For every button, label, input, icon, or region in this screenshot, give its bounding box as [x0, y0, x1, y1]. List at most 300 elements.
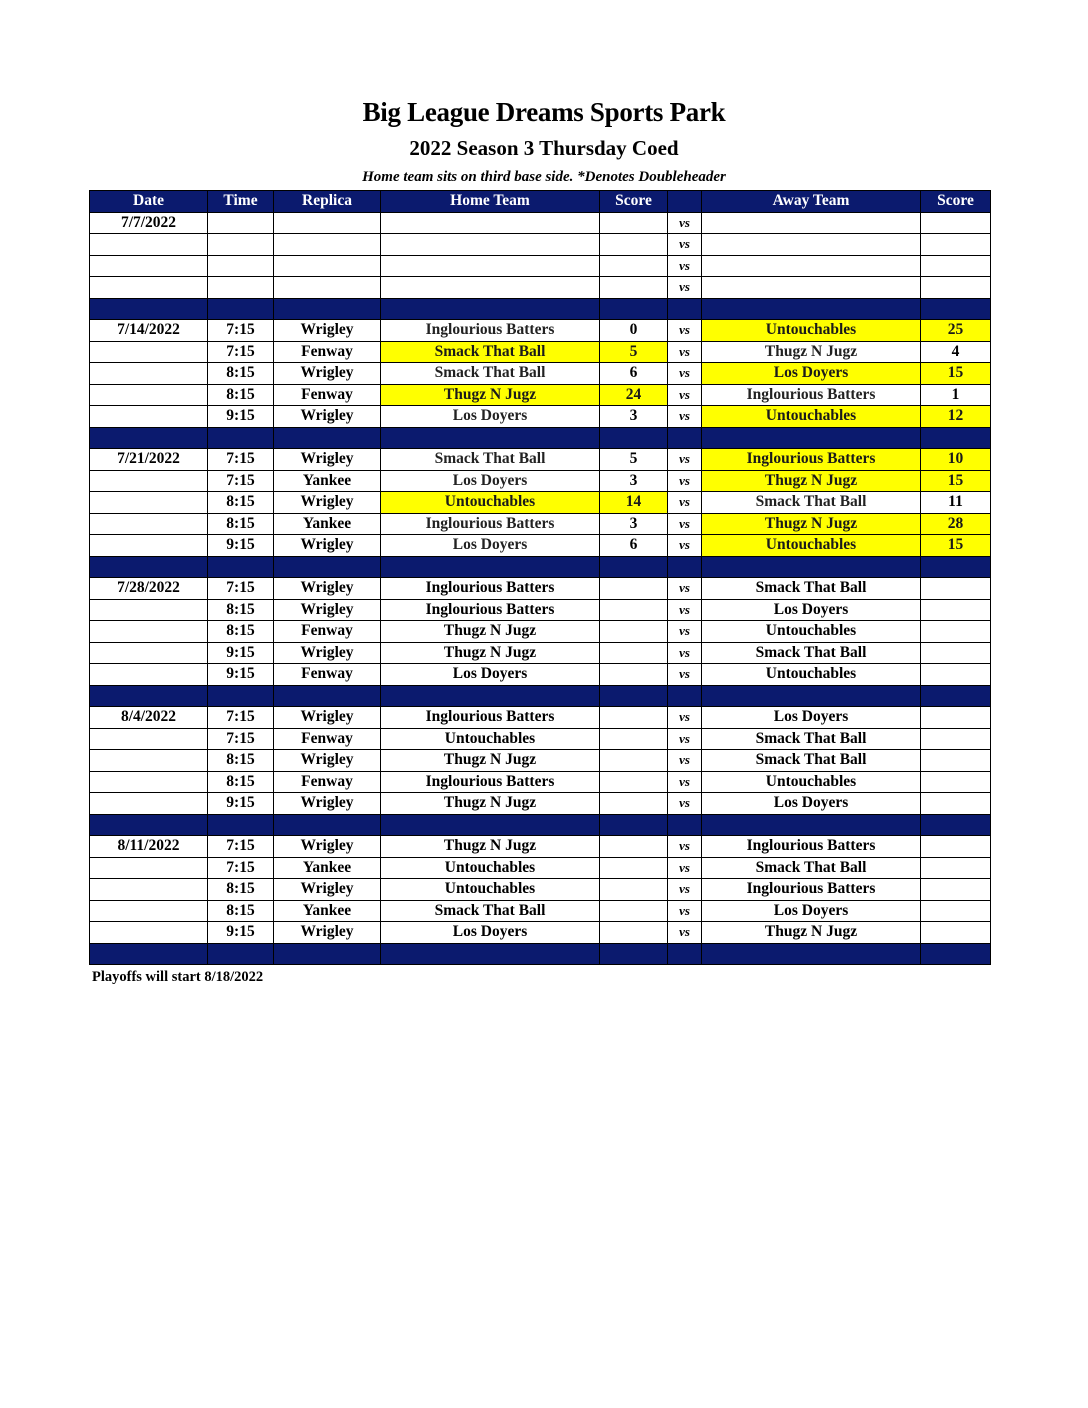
cell-away-team — [702, 255, 921, 277]
separator-cell — [381, 298, 600, 320]
cell-away-team: Untouchables — [702, 771, 921, 793]
cell-away-score — [921, 642, 991, 664]
cell-home-team: Smack That Ball — [381, 449, 600, 471]
cell-home-score — [600, 728, 668, 750]
separator-cell — [668, 556, 702, 578]
cell-vs: vs — [668, 793, 702, 815]
table-row — [90, 578, 991, 600]
cell-home-team: Inglourious Batters — [381, 599, 600, 621]
cell-home-team: Thugz N Jugz — [381, 384, 600, 406]
cell-vs: vs — [668, 470, 702, 492]
cell-replica — [274, 277, 381, 299]
separator-cell — [921, 943, 991, 965]
cell-date — [90, 771, 208, 793]
col-header-away-team: Away Team — [702, 191, 921, 213]
cell-vs: vs — [668, 406, 702, 428]
schedule-body — [90, 212, 991, 965]
table-row — [90, 384, 991, 406]
separator-cell — [702, 427, 921, 449]
separator-cell — [90, 685, 208, 707]
cell-date — [90, 470, 208, 492]
cell-replica: Wrigley — [274, 363, 381, 385]
cell-home-team — [381, 255, 600, 277]
separator-cell — [702, 943, 921, 965]
separator-cell — [381, 685, 600, 707]
cell-away-team: Los Doyers — [702, 363, 921, 385]
week-separator-row — [90, 814, 991, 836]
separator-cell — [702, 298, 921, 320]
cell-date — [90, 900, 208, 922]
cell-home-score — [600, 857, 668, 879]
cell-away-score — [921, 836, 991, 858]
separator-cell — [600, 427, 668, 449]
separator-cell — [274, 298, 381, 320]
cell-vs: vs — [668, 513, 702, 535]
cell-date — [90, 341, 208, 363]
separator-cell — [381, 814, 600, 836]
separator-cell — [381, 556, 600, 578]
cell-home-team: Los Doyers — [381, 406, 600, 428]
separator-cell — [702, 556, 921, 578]
cell-away-team: Inglourious Batters — [702, 384, 921, 406]
cell-away-team: Inglourious Batters — [702, 449, 921, 471]
separator-cell — [600, 685, 668, 707]
cell-vs: vs — [668, 599, 702, 621]
cell-vs: vs — [668, 212, 702, 234]
cell-date — [90, 664, 208, 686]
separator-cell — [921, 685, 991, 707]
cell-time: 7:15 — [208, 728, 274, 750]
cell-away-score — [921, 879, 991, 901]
cell-replica: Wrigley — [274, 492, 381, 514]
cell-home-team: Thugz N Jugz — [381, 621, 600, 643]
table-row — [90, 857, 991, 879]
cell-date — [90, 922, 208, 944]
cell-vs: vs — [668, 857, 702, 879]
cell-replica: Fenway — [274, 384, 381, 406]
cell-away-score: 28 — [921, 513, 991, 535]
cell-time: 9:15 — [208, 535, 274, 557]
separator-cell — [208, 427, 274, 449]
cell-away-score — [921, 793, 991, 815]
cell-vs: vs — [668, 234, 702, 256]
cell-vs: vs — [668, 900, 702, 922]
cell-away-score: 12 — [921, 406, 991, 428]
table-row — [90, 470, 991, 492]
cell-home-team: Untouchables — [381, 857, 600, 879]
separator-cell — [921, 814, 991, 836]
table-row — [90, 513, 991, 535]
table-row — [90, 277, 991, 299]
separator-cell — [208, 556, 274, 578]
cell-home-team: Untouchables — [381, 879, 600, 901]
cell-date: 8/4/2022 — [90, 707, 208, 729]
table-row — [90, 320, 991, 342]
cell-away-team: Los Doyers — [702, 900, 921, 922]
cell-replica: Yankee — [274, 857, 381, 879]
table-row — [90, 535, 991, 557]
cell-replica: Wrigley — [274, 599, 381, 621]
cell-home-team — [381, 277, 600, 299]
cell-date — [90, 384, 208, 406]
cell-away-score: 15 — [921, 470, 991, 492]
cell-away-team: Los Doyers — [702, 707, 921, 729]
col-header-vs — [668, 191, 702, 213]
cell-home-team: Los Doyers — [381, 535, 600, 557]
cell-date — [90, 492, 208, 514]
cell-time — [208, 234, 274, 256]
cell-date — [90, 599, 208, 621]
cell-time: 8:15 — [208, 513, 274, 535]
table-row — [90, 664, 991, 686]
cell-replica — [274, 255, 381, 277]
cell-home-score: 3 — [600, 470, 668, 492]
separator-cell — [208, 814, 274, 836]
cell-away-team — [702, 277, 921, 299]
cell-time: 8:15 — [208, 900, 274, 922]
cell-replica: Wrigley — [274, 879, 381, 901]
cell-time: 7:15 — [208, 320, 274, 342]
cell-home-team — [381, 234, 600, 256]
cell-vs: vs — [668, 449, 702, 471]
cell-home-score — [600, 879, 668, 901]
cell-replica: Fenway — [274, 771, 381, 793]
cell-date: 7/28/2022 — [90, 578, 208, 600]
week-separator-row — [90, 427, 991, 449]
cell-vs: vs — [668, 922, 702, 944]
separator-cell — [274, 943, 381, 965]
cell-home-score — [600, 750, 668, 772]
cell-time: 8:15 — [208, 363, 274, 385]
cell-home-score: 3 — [600, 406, 668, 428]
separator-cell — [668, 685, 702, 707]
cell-time: 7:15 — [208, 470, 274, 492]
cell-away-team: Smack That Ball — [702, 728, 921, 750]
table-row — [90, 879, 991, 901]
cell-replica: Wrigley — [274, 578, 381, 600]
table-row — [90, 728, 991, 750]
cell-time: 9:15 — [208, 406, 274, 428]
separator-cell — [702, 814, 921, 836]
page-subtitle: 2022 Season 3 Thursday Coed — [409, 136, 679, 160]
separator-cell — [600, 814, 668, 836]
cell-home-team: Inglourious Batters — [381, 513, 600, 535]
cell-time: 7:15 — [208, 341, 274, 363]
cell-replica: Yankee — [274, 513, 381, 535]
cell-vs: vs — [668, 363, 702, 385]
cell-away-score — [921, 664, 991, 686]
cell-away-score: 15 — [921, 535, 991, 557]
cell-home-team: Los Doyers — [381, 470, 600, 492]
separator-cell — [274, 814, 381, 836]
cell-home-team: Untouchables — [381, 728, 600, 750]
cell-home-score — [600, 771, 668, 793]
cell-home-team: Inglourious Batters — [381, 578, 600, 600]
cell-away-team: Smack That Ball — [702, 492, 921, 514]
cell-away-score — [921, 599, 991, 621]
cell-time: 9:15 — [208, 922, 274, 944]
cell-home-score — [600, 621, 668, 643]
cell-home-score — [600, 900, 668, 922]
cell-replica: Wrigley — [274, 922, 381, 944]
table-row — [90, 449, 991, 471]
cell-date — [90, 277, 208, 299]
table-row — [90, 234, 991, 256]
week-separator-row — [90, 685, 991, 707]
separator-cell — [90, 556, 208, 578]
cell-away-team: Smack That Ball — [702, 857, 921, 879]
cell-vs: vs — [668, 578, 702, 600]
cell-replica: Fenway — [274, 341, 381, 363]
table-row — [90, 212, 991, 234]
cell-away-team — [702, 234, 921, 256]
table-row — [90, 621, 991, 643]
cell-away-team: Untouchables — [702, 406, 921, 428]
cell-replica: Wrigley — [274, 406, 381, 428]
cell-home-team: Inglourious Batters — [381, 771, 600, 793]
cell-date: 7/7/2022 — [90, 212, 208, 234]
cell-replica: Wrigley — [274, 320, 381, 342]
cell-home-team: Smack That Ball — [381, 341, 600, 363]
cell-away-team: Thugz N Jugz — [702, 922, 921, 944]
cell-home-score — [600, 234, 668, 256]
cell-vs: vs — [668, 492, 702, 514]
cell-home-score — [600, 642, 668, 664]
cell-home-team: Smack That Ball — [381, 363, 600, 385]
cell-away-team: Inglourious Batters — [702, 879, 921, 901]
cell-away-score — [921, 212, 991, 234]
week-separator-row — [90, 943, 991, 965]
cell-replica: Wrigley — [274, 449, 381, 471]
table-row — [90, 900, 991, 922]
cell-date — [90, 406, 208, 428]
separator-cell — [208, 298, 274, 320]
cell-time: 7:15 — [208, 449, 274, 471]
cell-home-score — [600, 664, 668, 686]
cell-vs: vs — [668, 255, 702, 277]
table-header-row — [90, 191, 991, 213]
table-row — [90, 750, 991, 772]
cell-away-score — [921, 728, 991, 750]
cell-replica: Wrigley — [274, 836, 381, 858]
cell-home-score — [600, 793, 668, 815]
cell-away-team: Untouchables — [702, 535, 921, 557]
separator-cell — [381, 427, 600, 449]
cell-home-team: Los Doyers — [381, 922, 600, 944]
cell-date: 7/21/2022 — [90, 449, 208, 471]
cell-away-score: 11 — [921, 492, 991, 514]
cell-replica — [274, 234, 381, 256]
table-row — [90, 599, 991, 621]
cell-away-team: Inglourious Batters — [702, 836, 921, 858]
cell-time: 8:15 — [208, 384, 274, 406]
cell-replica: Wrigley — [274, 793, 381, 815]
separator-cell — [921, 427, 991, 449]
cell-away-score: 15 — [921, 363, 991, 385]
separator-cell — [274, 556, 381, 578]
cell-home-score: 3 — [600, 513, 668, 535]
cell-time: 9:15 — [208, 793, 274, 815]
cell-time: 9:15 — [208, 664, 274, 686]
cell-time: 8:15 — [208, 599, 274, 621]
cell-away-team: Untouchables — [702, 320, 921, 342]
cell-vs: vs — [668, 879, 702, 901]
separator-cell — [381, 943, 600, 965]
cell-home-team: Inglourious Batters — [381, 320, 600, 342]
cell-away-team: Smack That Ball — [702, 642, 921, 664]
cell-replica: Wrigley — [274, 535, 381, 557]
cell-away-score: 1 — [921, 384, 991, 406]
table-row — [90, 255, 991, 277]
cell-date: 7/14/2022 — [90, 320, 208, 342]
cell-home-score — [600, 212, 668, 234]
cell-home-score: 14 — [600, 492, 668, 514]
cell-date — [90, 642, 208, 664]
cell-home-score — [600, 922, 668, 944]
cell-replica: Fenway — [274, 664, 381, 686]
cell-time — [208, 255, 274, 277]
cell-vs: vs — [668, 836, 702, 858]
cell-home-team — [381, 212, 600, 234]
cell-time: 8:15 — [208, 750, 274, 772]
cell-vs: vs — [668, 771, 702, 793]
cell-home-score — [600, 707, 668, 729]
separator-cell — [702, 685, 921, 707]
cell-home-score — [600, 255, 668, 277]
schedule-table — [89, 190, 991, 965]
schedule-note: Home team sits on third base side. *Denotes Doubleheader — [362, 169, 726, 185]
cell-home-score — [600, 836, 668, 858]
cell-date — [90, 255, 208, 277]
separator-cell — [600, 298, 668, 320]
cell-time: 7:15 — [208, 578, 274, 600]
separator-cell — [668, 943, 702, 965]
cell-vs: vs — [668, 621, 702, 643]
cell-away-score — [921, 900, 991, 922]
separator-cell — [921, 556, 991, 578]
cell-away-score — [921, 621, 991, 643]
cell-home-team: Thugz N Jugz — [381, 642, 600, 664]
table-row — [90, 836, 991, 858]
col-header-away-score: Score — [921, 191, 991, 213]
col-header-date: Date — [90, 191, 208, 213]
col-header-home-team: Home Team — [381, 191, 600, 213]
table-row — [90, 341, 991, 363]
cell-time — [208, 212, 274, 234]
cell-away-team: Los Doyers — [702, 793, 921, 815]
cell-time: 8:15 — [208, 771, 274, 793]
cell-home-score: 6 — [600, 363, 668, 385]
cell-date — [90, 793, 208, 815]
cell-home-score: 0 — [600, 320, 668, 342]
table-row — [90, 707, 991, 729]
cell-time: 7:15 — [208, 857, 274, 879]
cell-home-score — [600, 277, 668, 299]
cell-away-score: 25 — [921, 320, 991, 342]
cell-date: 8/11/2022 — [90, 836, 208, 858]
separator-cell — [208, 943, 274, 965]
cell-replica: Fenway — [274, 728, 381, 750]
cell-date — [90, 513, 208, 535]
separator-cell — [90, 427, 208, 449]
cell-away-team — [702, 212, 921, 234]
cell-vs: vs — [668, 535, 702, 557]
cell-date — [90, 728, 208, 750]
cell-away-score — [921, 750, 991, 772]
week-separator-row — [90, 556, 991, 578]
cell-time: 7:15 — [208, 836, 274, 858]
cell-date — [90, 857, 208, 879]
separator-cell — [668, 298, 702, 320]
cell-vs: vs — [668, 728, 702, 750]
cell-replica: Fenway — [274, 621, 381, 643]
cell-replica: Yankee — [274, 470, 381, 492]
cell-replica — [274, 212, 381, 234]
cell-away-score — [921, 922, 991, 944]
table-row — [90, 771, 991, 793]
cell-home-score: 5 — [600, 449, 668, 471]
cell-home-score — [600, 599, 668, 621]
cell-home-team: Thugz N Jugz — [381, 793, 600, 815]
col-header-replica: Replica — [274, 191, 381, 213]
cell-vs: vs — [668, 384, 702, 406]
col-header-time: Time — [208, 191, 274, 213]
cell-away-team: Thugz N Jugz — [702, 513, 921, 535]
cell-date — [90, 750, 208, 772]
cell-away-score — [921, 578, 991, 600]
table-row — [90, 793, 991, 815]
cell-away-team: Untouchables — [702, 621, 921, 643]
table-row — [90, 492, 991, 514]
separator-cell — [90, 943, 208, 965]
week-separator-row — [90, 298, 991, 320]
cell-replica: Yankee — [274, 900, 381, 922]
cell-date — [90, 234, 208, 256]
page-title: Big League Dreams Sports Park — [362, 97, 726, 127]
table-row — [90, 406, 991, 428]
cell-home-team: Thugz N Jugz — [381, 836, 600, 858]
cell-away-team: Los Doyers — [702, 599, 921, 621]
cell-replica: Wrigley — [274, 707, 381, 729]
cell-away-score — [921, 857, 991, 879]
cell-replica: Wrigley — [274, 642, 381, 664]
cell-away-score: 10 — [921, 449, 991, 471]
separator-cell — [274, 685, 381, 707]
cell-away-score — [921, 771, 991, 793]
separator-cell — [90, 298, 208, 320]
cell-away-score — [921, 277, 991, 299]
cell-time: 9:15 — [208, 642, 274, 664]
table-row — [90, 642, 991, 664]
playoffs-note: Playoffs will start 8/18/2022 — [92, 969, 264, 985]
cell-replica: Wrigley — [274, 750, 381, 772]
cell-away-team: Smack That Ball — [702, 750, 921, 772]
separator-cell — [90, 814, 208, 836]
cell-home-score: 6 — [600, 535, 668, 557]
cell-vs: vs — [668, 341, 702, 363]
cell-vs: vs — [668, 277, 702, 299]
cell-away-team: Untouchables — [702, 664, 921, 686]
cell-vs: vs — [668, 320, 702, 342]
table-row — [90, 363, 991, 385]
cell-date — [90, 363, 208, 385]
cell-time: 8:15 — [208, 621, 274, 643]
cell-date — [90, 535, 208, 557]
cell-date — [90, 879, 208, 901]
cell-away-score — [921, 255, 991, 277]
separator-cell — [600, 943, 668, 965]
cell-home-score: 24 — [600, 384, 668, 406]
